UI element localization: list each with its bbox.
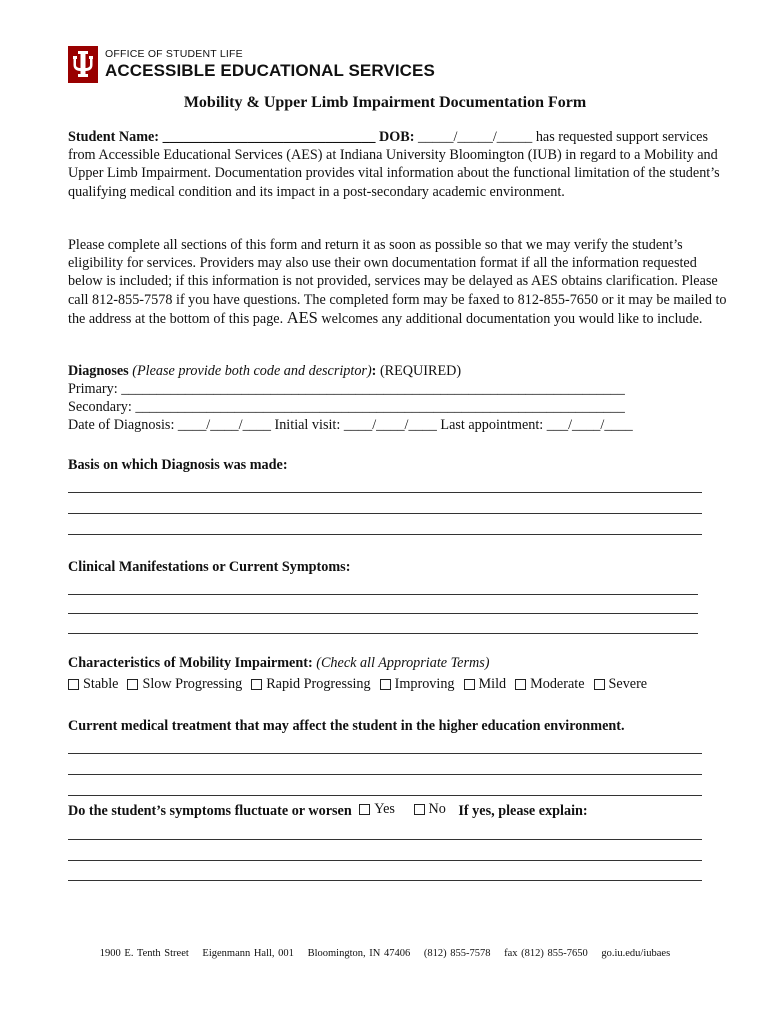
diagnoses-section [68, 362, 633, 434]
checkbox-label: Rapid Progressing [266, 676, 371, 692]
footer-address [0, 948, 770, 959]
explain-line-2[interactable] [68, 860, 702, 861]
aes-abbrev: AES [286, 307, 318, 327]
dob-blank[interactable]: _____/_____/_____ [417, 129, 533, 145]
explain-line-3[interactable] [68, 880, 702, 881]
footer-hall: Eigenmann Hall, 001 [202, 948, 294, 959]
iu-trident-icon [68, 46, 98, 83]
checkbox-icon [68, 679, 79, 690]
explain-label: If yes, please explain: [458, 803, 588, 819]
checkbox-icon [251, 679, 262, 690]
checkbox-icon [594, 679, 605, 690]
checkbox-severe[interactable] [594, 676, 648, 693]
checkbox-icon [515, 679, 526, 690]
office-name: OFFICE OF STUDENT LIFE [105, 47, 243, 60]
checkbox-mild[interactable] [464, 676, 507, 693]
diagnoses-hint: (Please provide both code and descriptor) [132, 363, 372, 379]
checkbox-icon [359, 804, 370, 815]
checkbox-slow-progressing[interactable] [127, 676, 242, 693]
clinical-line-3[interactable] [68, 633, 698, 634]
iu-logo [68, 45, 435, 83]
checkbox-icon [414, 804, 425, 815]
checkbox-icon [127, 679, 138, 690]
diagnoses-label: Diagnoses [68, 363, 129, 379]
dob-label: DOB: [378, 129, 415, 145]
diagnosis-dates-field[interactable]: Date of Diagnosis: ____/____/____ Initial visit: ____/____/____ Last appointment: ___/____/____ [68, 417, 633, 433]
secondary-diagnosis-field[interactable]: Secondary: _____________________________________________________________________ [68, 399, 625, 415]
no-label: No [428, 801, 446, 817]
basis-line-2[interactable] [68, 513, 702, 514]
characteristics-checkboxes [68, 676, 656, 693]
checkbox-stable[interactable] [68, 676, 118, 693]
checkbox-icon [464, 679, 475, 690]
treatment-line-3[interactable] [68, 795, 702, 796]
instructions-text: Please complete all sections of this form and return it as soon as possible so that we may verify the student’s eligibility for services. Providers may also use their own documentation format if all the information requested below is included; if this information is not provided, services may be delayed as AES obtains clarification. Please call 812-855-7578 if you have questions. The completed form may be faxed to 812-855-7650 or it may be mailed to the address at the bottom of this page. [68, 237, 727, 327]
checkbox-improving[interactable] [380, 676, 455, 693]
form-title: Mobility & Upper Limb Impairment Documentation Form [183, 94, 587, 111]
checkbox-moderate[interactable] [515, 676, 584, 693]
student-name-blank[interactable]: ______________________________ [162, 129, 376, 145]
checkbox-fluctuate-yes[interactable] [359, 801, 395, 818]
checkbox-label: Slow Progressing [142, 676, 243, 692]
treatment-line-2[interactable] [68, 774, 702, 775]
checkbox-rapid-progressing[interactable] [251, 676, 370, 693]
diagnoses-required: (REQUIRED) [379, 363, 462, 379]
footer-web-link[interactable]: go.iu.edu/iubaes [601, 948, 671, 959]
clinical-label: Clinical Manifestations or Current Symptoms: [68, 559, 351, 575]
checkbox-fluctuate-no[interactable] [414, 801, 446, 818]
treatment-line-1[interactable] [68, 753, 702, 754]
treatment-label: Current medical treatment that may affect the student in the higher education environment. [68, 718, 625, 734]
basis-label: Basis on which Diagnosis was made: [68, 457, 288, 473]
fluctuate-label: Do the student’s symptoms fluctuate or worsen [68, 803, 352, 819]
fluctuate-question [68, 801, 588, 820]
explain-line-1[interactable] [68, 839, 702, 840]
basis-line-3[interactable] [68, 534, 702, 535]
checkbox-label: Improving [394, 676, 455, 692]
checkbox-label: Mild [478, 676, 507, 692]
instructions-paragraph [68, 236, 728, 328]
diagnoses-colon: : [371, 363, 377, 379]
basis-line-1[interactable] [68, 492, 702, 493]
footer-fax: fax (812) 855-7650 [504, 948, 588, 959]
primary-diagnosis-field[interactable]: Primary: _______________________________________________________________________ [68, 381, 625, 397]
footer-street: 1900 E. Tenth Street [99, 948, 189, 959]
characteristics-hint: (Check all Appropriate Terms) [316, 655, 490, 671]
clinical-line-1[interactable] [68, 594, 698, 595]
characteristics-label: Characteristics of Mobility Impairment: [68, 655, 313, 671]
unit-name: ACCESSIBLE EDUCATIONAL SERVICES [105, 61, 435, 81]
footer-city: Bloomington, IN 47406 [307, 948, 411, 959]
intro-paragraph [68, 128, 728, 201]
characteristics-heading [68, 655, 490, 672]
checkbox-label: Stable [83, 676, 119, 692]
clinical-line-2[interactable] [68, 613, 698, 614]
checkbox-icon [380, 679, 391, 690]
student-name-label: Student Name: [68, 129, 160, 145]
checkbox-label: Moderate [530, 676, 585, 692]
instructions-text-end: welcomes any additional documentation you would like to include. [321, 310, 703, 327]
intro-text: has requested support services from Accessible Educational Services (AES) at Indiana University Bloomington (IUB) in regard to a Mobility and Upper Limb Impairment. Documentation provides vital information about the functional limitation of the student’s qualifying medical condition and its impact in a post-secondary academic environment. [68, 129, 720, 200]
checkbox-label: Severe [608, 676, 648, 692]
footer-phone: (812) 855-7578 [423, 948, 491, 959]
yes-label: Yes [374, 801, 395, 817]
